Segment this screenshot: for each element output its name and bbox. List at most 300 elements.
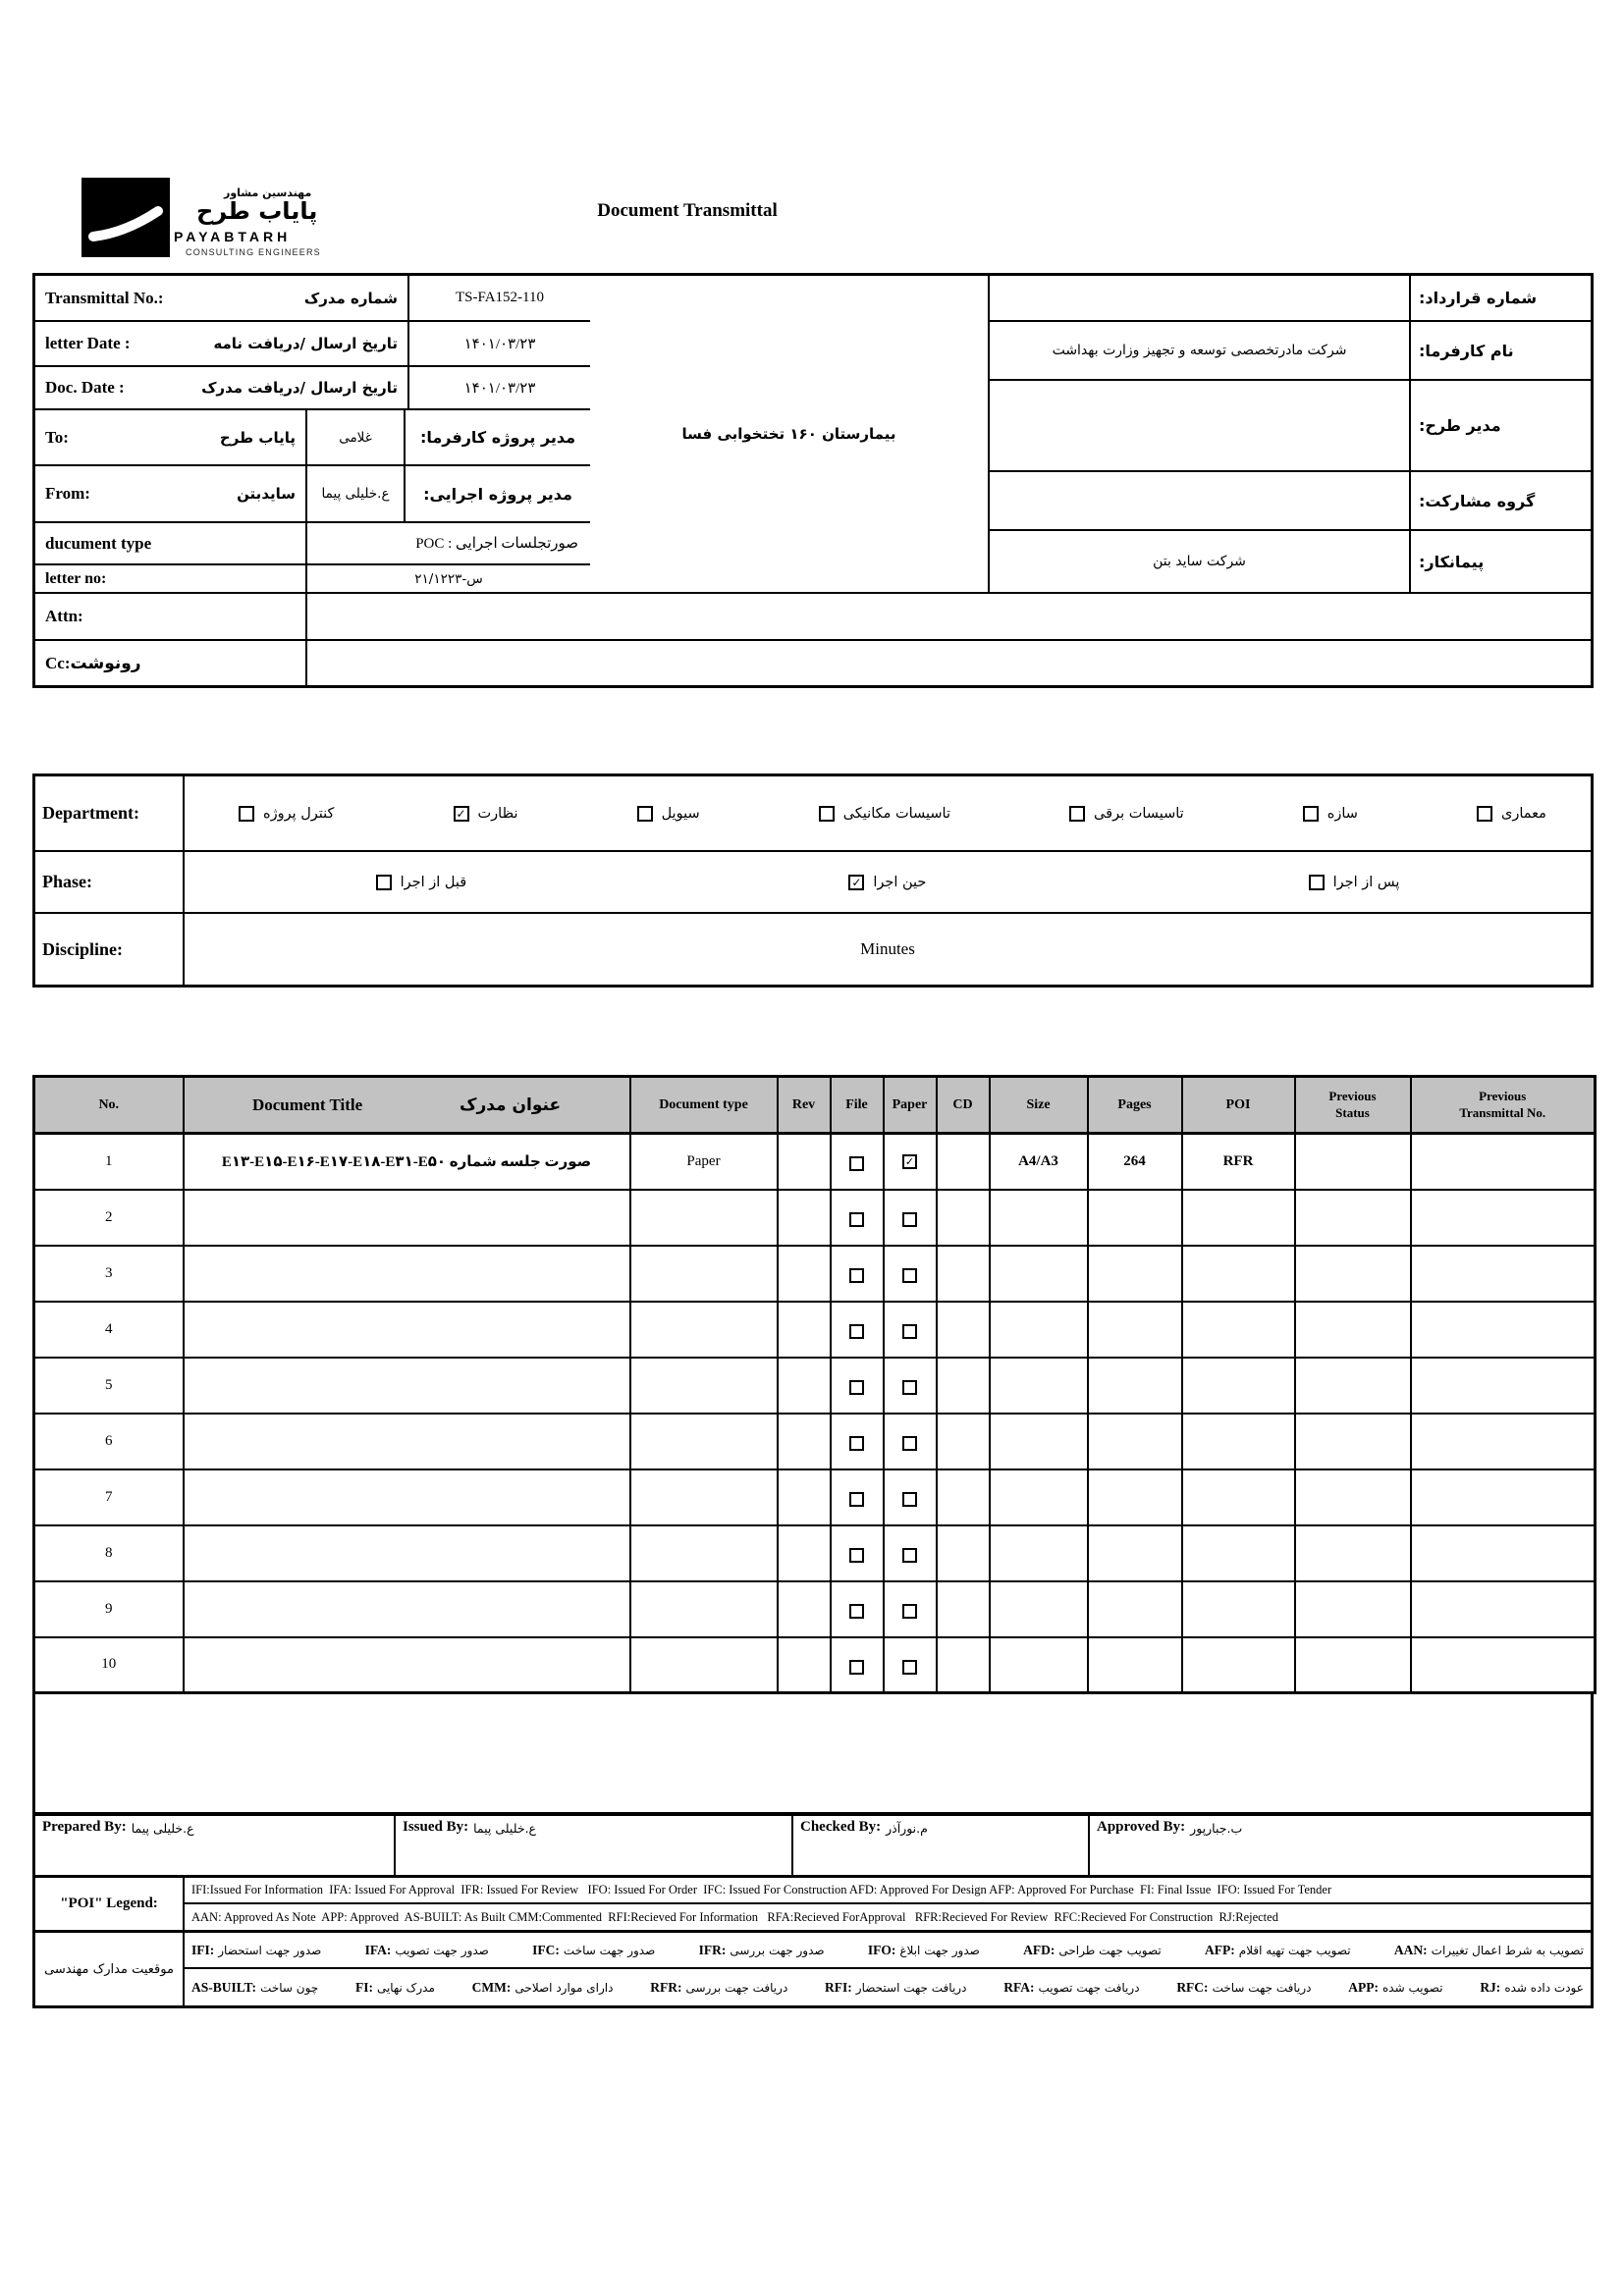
cell-size: [990, 1637, 1088, 1693]
legend-entry: AAN: تصویب به شرط اعمال تغییرات: [1393, 1942, 1584, 1957]
cell-doc-type: [630, 1525, 778, 1581]
from-label: [35, 466, 307, 521]
table-header-row: [34, 1077, 1596, 1134]
letter-date-value: ۱۴۰۱/۰۳/۲۳: [463, 336, 536, 352]
transmittal-no-label-en: Transmittal No.:: [45, 288, 164, 307]
cell-cd: [937, 1525, 990, 1581]
cell-title: [184, 1581, 630, 1637]
cell-rev: [778, 1525, 831, 1581]
cell-file: [831, 1134, 884, 1190]
cell-doc-type: Paper: [630, 1134, 778, 1190]
table-row: [34, 1414, 1596, 1469]
cell-title: [184, 1246, 630, 1302]
cell-size: [990, 1469, 1088, 1525]
header-prev-status: Previous Status: [1295, 1077, 1411, 1134]
to-row: [35, 410, 590, 466]
cell-doc-type: [630, 1581, 778, 1637]
cell-cd: [937, 1414, 990, 1469]
approved-by-label: Approved By:: [1097, 1819, 1186, 1835]
cell-pages: [1088, 1469, 1182, 1525]
contract-no-value: [990, 276, 1409, 320]
cell-poi: [1182, 1469, 1295, 1525]
contractor-value: شرکت ساید بتن: [1153, 554, 1246, 569]
poi-legend-label: "POI" Legend:: [35, 1878, 185, 1930]
paper-checkbox[interactable]: [902, 1380, 917, 1395]
paper-checkbox[interactable]: [902, 1154, 917, 1169]
transmittal-no-value: TS-FA152-110: [456, 290, 544, 305]
checkmark: ✓: [456, 806, 466, 821]
checkbox-supervision[interactable]: [454, 806, 469, 822]
doc-date-label: [35, 367, 409, 408]
cell-poi: [1182, 1246, 1295, 1302]
phase-option-before-execution: [376, 875, 467, 890]
document-type-value: صورتجلسات اجرایی : POC: [415, 536, 578, 552]
cell-prev-transmittal: [1411, 1190, 1596, 1246]
cell-cd: [937, 1469, 990, 1525]
dept-option-label: نظارت: [477, 805, 518, 822]
header-no: No.: [34, 1077, 184, 1134]
cc-label: Cc:رونوشت: [35, 641, 307, 685]
dept-option-mechanical: [819, 806, 950, 822]
info-left-block: [35, 276, 590, 592]
approved-by-cell: [1090, 1816, 1591, 1875]
logo-swoosh-icon: [81, 178, 170, 257]
file-checkbox[interactable]: [849, 1324, 864, 1339]
header-doc-type: Document type: [630, 1077, 778, 1134]
header-cd: CD: [937, 1077, 990, 1134]
header-paper: Paper: [884, 1077, 937, 1134]
dept-option-label: تاسیسات مکانیکی: [842, 805, 950, 822]
to-value-company: پایاب طرح: [219, 428, 296, 447]
cell-title: [184, 1358, 630, 1414]
poi-legend-en-line1: IFI:Issued For Information IFA: Issued For Approval IFR: Issued For Review IFO: Issued For Order IFC: Issued For Construction AFD: Approved For Design AFP: Approved For Purchase FI: Final Issue IFO: Issued For Tender: [185, 1878, 1591, 1904]
cell-rev: [778, 1134, 831, 1190]
poi-legend: [32, 1878, 1594, 2008]
dept-option-civil: [637, 806, 700, 822]
cell-prev-status: [1295, 1358, 1411, 1414]
legend-entry: AFP: تصویب جهت تهیه اقلام: [1205, 1942, 1351, 1957]
checkbox-architecture[interactable]: [1477, 806, 1492, 822]
cell-size: [990, 1246, 1088, 1302]
legend-entry: FI: مدرک نهایی: [354, 1979, 435, 1995]
dept-option-structure: [1303, 806, 1358, 822]
cell-cd: [937, 1190, 990, 1246]
doc-date-row: [35, 367, 590, 410]
cc-row: [35, 639, 1591, 685]
partnership-value: [990, 472, 1409, 529]
cell-size: [990, 1525, 1088, 1581]
cell-rev: [778, 1358, 831, 1414]
attn-label: Attn:: [35, 594, 307, 639]
to-person: غلامی: [339, 429, 372, 446]
cell-paper: [884, 1358, 937, 1414]
checkbox-structure[interactable]: [1303, 806, 1319, 822]
checkbox-before-execution[interactable]: [376, 875, 392, 890]
header-rev: Rev: [778, 1077, 831, 1134]
cell-doc-type: [630, 1469, 778, 1525]
cell-file: [831, 1581, 884, 1637]
cell-no: 7: [34, 1469, 184, 1525]
cell-no: 9: [34, 1581, 184, 1637]
cell-paper: [884, 1581, 937, 1637]
cell-rev: [778, 1637, 831, 1693]
cell-rev: [778, 1469, 831, 1525]
cell-no: 5: [34, 1358, 184, 1414]
cell-prev-status: [1295, 1525, 1411, 1581]
cell-paper: [884, 1469, 937, 1525]
prepared-by-cell: [35, 1816, 396, 1875]
cell-prev-status: [1295, 1637, 1411, 1693]
document-type-label-en: ducument type: [45, 533, 152, 553]
cell-doc-type: [630, 1190, 778, 1246]
design-manager-row: [990, 381, 1591, 472]
cell-no: 8: [34, 1525, 184, 1581]
signature-row: [32, 1812, 1594, 1878]
dept-option-label: کنترل پروژه: [263, 805, 335, 822]
file-checkbox[interactable]: [849, 1660, 864, 1675]
cell-poi: [1182, 1581, 1295, 1637]
transmittal-no-row: [35, 276, 590, 322]
from-person-cell: [307, 466, 406, 521]
logo-en-name: PAYABTARH: [174, 229, 292, 244]
header-pages: Pages: [1088, 1077, 1182, 1134]
cell-poi: [1182, 1414, 1295, 1469]
doc-date-value: ۱۴۰۱/۰۳/۲۳: [463, 380, 536, 397]
letter-date-row: [35, 322, 590, 367]
table-row: [34, 1246, 1596, 1302]
table-row: [34, 1302, 1596, 1358]
cell-doc-type: [630, 1358, 778, 1414]
cell-rev: [778, 1581, 831, 1637]
cell-cd: [937, 1581, 990, 1637]
from-value-company: سایدبتن: [237, 485, 296, 503]
table-row: [34, 1525, 1596, 1581]
project-name-cell: بیمارستان ۱۶۰ تختخوابی فسا: [590, 276, 990, 592]
table-row: [34, 1358, 1596, 1414]
transmittal-info-table: [32, 273, 1594, 688]
table-row: [34, 1581, 1596, 1637]
design-manager-label: مدیر طرح:: [1409, 381, 1591, 470]
department-row: [35, 776, 1591, 852]
poi-legend-en-line2: AAN: Approved As Note APP: Approved AS-BUILT: As Built CMM:Commented RFI:Recieved For Information RFA:Recieved ForApproval RFR:Recieved For Review RFC:Recieved For Construction RJ:Rejected: [191, 1909, 1278, 1924]
cell-poi: RFR: [1182, 1134, 1295, 1190]
from-person: ع.خلیلی پیما: [321, 486, 390, 502]
poi-legend-fa-label: موقعیت مدارک مهندسی: [35, 1933, 185, 2005]
info-right-block: [990, 276, 1591, 592]
to-role: مدیر پروژه کارفرما:: [419, 428, 576, 447]
checkbox-electrical[interactable]: [1069, 806, 1085, 822]
cell-paper: [884, 1525, 937, 1581]
cell-prev-status: [1295, 1302, 1411, 1358]
file-checkbox[interactable]: [849, 1436, 864, 1451]
cell-doc-type: [630, 1637, 778, 1693]
poi-legend-fa-line2: [185, 1969, 1591, 2005]
legend-entry: IFO: صدور جهت ابلاغ: [867, 1942, 980, 1957]
cell-rev: [778, 1302, 831, 1358]
letter-date-label-en: letter Date :: [45, 334, 131, 352]
legend-entry: RFC: دریافت جهت ساخت: [1176, 1979, 1312, 1995]
cell-no: 3: [34, 1246, 184, 1302]
cell-pages: [1088, 1414, 1182, 1469]
cell-size: [990, 1581, 1088, 1637]
phase-label: Phase:: [35, 852, 185, 912]
header-poi: POI: [1182, 1077, 1295, 1134]
document-type-row: [35, 523, 590, 565]
client-value: شرکت مادرتخصصی توسعه و تجهیز وزارت بهداشت: [1052, 343, 1347, 358]
header-title: [184, 1077, 630, 1134]
header-file: File: [831, 1077, 884, 1134]
checkbox-project-control[interactable]: [239, 806, 254, 822]
checkbox-mechanical[interactable]: [819, 806, 835, 822]
cell-poi: [1182, 1302, 1295, 1358]
cell-title: [184, 1302, 630, 1358]
cell-prev-status: [1295, 1414, 1411, 1469]
table-row: [34, 1134, 1596, 1190]
cell-paper: [884, 1190, 937, 1246]
legend-entry: AFD: تصویب جهت طراحی: [1023, 1942, 1162, 1957]
cell-paper: [884, 1302, 937, 1358]
from-row: [35, 466, 590, 523]
legend-entry: APP: تصویب شده: [1348, 1979, 1443, 1995]
table-row: [34, 1637, 1596, 1693]
poi-legend-persian-group: [35, 1933, 1591, 2005]
phase-row: [35, 852, 1591, 914]
cell-no: 2: [34, 1190, 184, 1246]
cell-no: 1: [34, 1134, 184, 1190]
cell-pages: [1088, 1246, 1182, 1302]
legend-entry: CMM: دارای موارد اصلاحی: [471, 1979, 614, 1995]
legend-entry: RFI: دریافت جهت استحضار: [825, 1979, 967, 1995]
table-row: [34, 1190, 1596, 1246]
file-checkbox[interactable]: [849, 1380, 864, 1395]
attn-value: [307, 594, 1591, 639]
cell-paper: [884, 1246, 937, 1302]
info-top-section: [35, 276, 1591, 592]
cell-title: [184, 1637, 630, 1693]
from-role: مدیر پروژه اجرایی:: [423, 484, 572, 504]
cell-poi: [1182, 1190, 1295, 1246]
cell-pages: [1088, 1190, 1182, 1246]
cell-doc-type: [630, 1414, 778, 1469]
checkmark: ✓: [904, 1154, 915, 1168]
checked-by-name: م.نورآذر: [886, 1821, 928, 1836]
phase-option-after-execution: [1309, 875, 1400, 890]
cell-prev-transmittal: [1411, 1134, 1596, 1190]
cell-prev-transmittal: [1411, 1414, 1596, 1469]
cell-file: [831, 1246, 884, 1302]
cell-poi: [1182, 1637, 1295, 1693]
partnership-row: [990, 472, 1591, 531]
approved-by-name: ب.جبارپور: [1190, 1821, 1243, 1836]
logo-fa-name: پایاب طرح: [196, 197, 318, 225]
contract-no-label: شماره قرارداد:: [1409, 276, 1591, 320]
contractor-label: پیمانکار:: [1409, 531, 1591, 592]
cell-title: صورت جلسه شماره E۱۳-E۱۵-E۱۶-E۱۷-E۱۸-E۳۱-E۵۰: [184, 1134, 630, 1190]
cell-title: [184, 1190, 630, 1246]
dept-option-supervision: [454, 806, 518, 822]
file-checkbox[interactable]: [849, 1492, 864, 1507]
to-label: [35, 410, 307, 464]
header-title-fa: عنوان مدرک: [460, 1095, 562, 1115]
cell-file: [831, 1190, 884, 1246]
cell-rev: [778, 1190, 831, 1246]
paper-checkbox[interactable]: [902, 1212, 917, 1227]
cell-prev-transmittal: [1411, 1469, 1596, 1525]
cell-prev-status: [1295, 1581, 1411, 1637]
paper-checkbox[interactable]: [902, 1268, 917, 1283]
file-checkbox[interactable]: [849, 1156, 864, 1171]
cell-pages: [1088, 1525, 1182, 1581]
client-row: [990, 322, 1591, 381]
legend-entry: RFR: دریافت جهت بررسی: [650, 1979, 788, 1995]
file-checkbox[interactable]: [849, 1548, 864, 1563]
paper-checkbox[interactable]: [902, 1548, 917, 1563]
legend-entry: IFR: صدور جهت بررسی: [698, 1942, 825, 1957]
logo-fa-tagline: مهندسین مشاور: [224, 187, 312, 199]
cell-prev-status: [1295, 1469, 1411, 1525]
cell-file: [831, 1414, 884, 1469]
transmittal-no-label: [35, 276, 409, 320]
checkbox-during-execution[interactable]: [848, 875, 864, 890]
letter-no-label-en: letter no:: [45, 569, 107, 587]
phase-option-during-execution: [848, 875, 926, 890]
cell-file: [831, 1302, 884, 1358]
paper-checkbox[interactable]: [902, 1492, 917, 1507]
letter-no-value: س-۲۱/۱۲۲۳: [414, 570, 483, 587]
from-label-en: From:: [45, 484, 90, 503]
page-title: Document Transmittal: [597, 200, 778, 221]
cell-file: [831, 1358, 884, 1414]
design-manager-value: [990, 381, 1409, 470]
checkbox-civil[interactable]: [637, 806, 653, 822]
cell-doc-type: [630, 1246, 778, 1302]
phase-option-label: پس از اجرا: [1332, 874, 1400, 890]
legend-entry: IFI: صدور جهت استحضار: [191, 1942, 322, 1957]
cell-file: [831, 1469, 884, 1525]
file-checkbox[interactable]: [849, 1268, 864, 1283]
cell-title: [184, 1525, 630, 1581]
legend-entry: RJ: عودت داده شده: [1480, 1979, 1584, 1995]
cell-prev-transmittal: [1411, 1525, 1596, 1581]
checked-by-label: Checked By:: [800, 1819, 882, 1835]
letter-no-row: [35, 565, 590, 592]
cell-poi: [1182, 1525, 1295, 1581]
cell-size: [990, 1414, 1088, 1469]
legend-entry: RFA: دریافت جهت تصویب: [1003, 1979, 1140, 1995]
phase-option-label: قبل از اجرا: [400, 874, 467, 890]
cc-value: [307, 641, 1591, 685]
paper-checkbox[interactable]: [902, 1660, 917, 1675]
poi-legend-fa-line1: [185, 1933, 1591, 1969]
phase-options: [185, 852, 1591, 912]
legend-entry: AS-BUILT: چون ساخت: [191, 1979, 319, 1995]
to-person-cell: [307, 410, 406, 464]
prepared-by-name: ع.خلیلی پیما: [131, 1821, 194, 1836]
empty-notes-area: [32, 1694, 1594, 1812]
cell-pages: [1088, 1358, 1182, 1414]
dept-option-label: معماری: [1501, 805, 1546, 822]
file-checkbox[interactable]: [849, 1212, 864, 1227]
cell-cd: [937, 1134, 990, 1190]
cell-rev: [778, 1414, 831, 1469]
cell-cd: [937, 1637, 990, 1693]
cell-paper: [884, 1414, 937, 1469]
issued-by-label: Issued By:: [403, 1819, 469, 1835]
legend-entry: IFA: صدور جهت تصویب: [364, 1942, 489, 1957]
discipline-label: Discipline:: [35, 914, 185, 985]
contractor-row: [990, 531, 1591, 592]
letter-date-label-fa: تاریخ ارسال /دریافت نامه: [213, 335, 398, 352]
document-list-section: [32, 1075, 1594, 2008]
cell-pages: [1088, 1302, 1182, 1358]
cell-no: 6: [34, 1414, 184, 1469]
letter-no-label: [35, 565, 307, 592]
company-logo: [81, 178, 170, 257]
paper-checkbox[interactable]: [902, 1436, 917, 1451]
poi-legend-english-group: [35, 1878, 1591, 1933]
cell-size: A4/A3: [990, 1134, 1088, 1190]
cell-size: [990, 1190, 1088, 1246]
checkmark: ✓: [851, 875, 862, 889]
cell-no: 4: [34, 1302, 184, 1358]
cell-file: [831, 1637, 884, 1693]
doc-date-label-en: Doc. Date :: [45, 378, 125, 397]
phase-option-label: حین اجرا: [873, 874, 927, 890]
cell-rev: [778, 1246, 831, 1302]
cell-pages: [1088, 1637, 1182, 1693]
department-options: [185, 776, 1591, 850]
document-type-label: [35, 523, 307, 563]
dept-option-label: سیویل: [661, 805, 700, 822]
header-size: Size: [990, 1077, 1088, 1134]
cell-paper: [884, 1134, 937, 1190]
checkbox-after-execution[interactable]: [1309, 875, 1325, 890]
to-label-en: To:: [45, 427, 69, 447]
client-label: نام کارفرما:: [1409, 322, 1591, 379]
cell-doc-type: [630, 1302, 778, 1358]
issued-by-name: ع.خلیلی پیما: [473, 1821, 536, 1836]
cell-file: [831, 1525, 884, 1581]
cell-prev-transmittal: [1411, 1302, 1596, 1358]
paper-checkbox[interactable]: [902, 1324, 917, 1339]
paper-checkbox[interactable]: [902, 1604, 917, 1619]
doc-date-label-fa: تاریخ ارسال /دریافت مدرک: [201, 379, 398, 397]
discipline-value: Minutes: [860, 939, 915, 958]
classification-table: [32, 774, 1594, 988]
dept-option-project-control: [239, 806, 334, 822]
attn-row: [35, 592, 1591, 639]
dept-option-label: سازه: [1326, 805, 1358, 822]
transmittal-no-label-fa: شماره مدرک: [303, 289, 398, 307]
document-list-table: [32, 1075, 1597, 1694]
contract-no-row: [990, 276, 1591, 322]
checked-by-cell: [793, 1816, 1090, 1875]
cell-size: [990, 1358, 1088, 1414]
cell-paper: [884, 1637, 937, 1693]
cell-prev-status: [1295, 1190, 1411, 1246]
prepared-by-label: Prepared By:: [42, 1819, 127, 1835]
file-checkbox[interactable]: [849, 1604, 864, 1619]
cell-cd: [937, 1358, 990, 1414]
issued-by-cell: [396, 1816, 793, 1875]
department-label: Department:: [35, 776, 185, 850]
cell-cd: [937, 1302, 990, 1358]
cell-prev-transmittal: [1411, 1246, 1596, 1302]
dept-option-architecture: [1477, 806, 1546, 822]
partnership-label: گروه مشارکت:: [1409, 472, 1591, 529]
letter-date-label: [35, 322, 409, 365]
cell-prev-transmittal: [1411, 1358, 1596, 1414]
